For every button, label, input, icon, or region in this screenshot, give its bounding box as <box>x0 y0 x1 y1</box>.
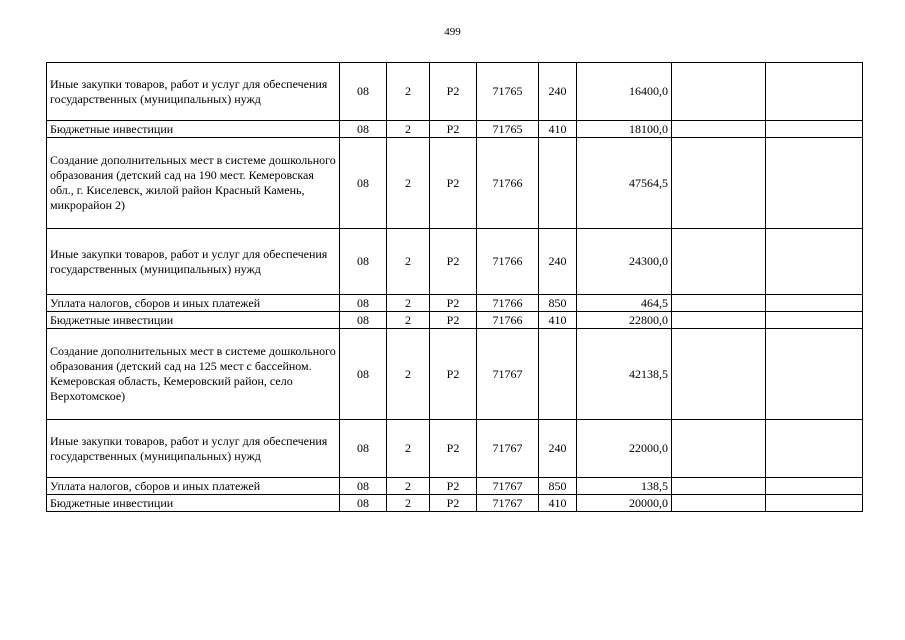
table-row <box>47 121 863 138</box>
row-program-code: P2 <box>430 478 477 495</box>
row-expense-type: 410 <box>539 121 577 138</box>
table-row <box>47 420 863 478</box>
row-program-code: P2 <box>430 495 477 512</box>
row-subsection: 2 <box>387 138 430 229</box>
row-extra-2 <box>766 420 863 478</box>
row-extra-1 <box>672 329 766 420</box>
row-subsection: 2 <box>387 329 430 420</box>
row-extra-1 <box>672 478 766 495</box>
row-extra-1 <box>672 295 766 312</box>
row-extra-2 <box>766 329 863 420</box>
row-extra-2 <box>766 312 863 329</box>
row-target-code: 71766 <box>477 229 539 295</box>
row-extra-1 <box>672 495 766 512</box>
row-program-code: P2 <box>430 312 477 329</box>
row-target-code: 71765 <box>477 63 539 121</box>
row-program-code: P2 <box>430 138 477 229</box>
row-description: Иные закупки товаров, работ и услуг для обеспечения государственных (муниципальных) нужд <box>47 229 340 295</box>
row-extra-2 <box>766 63 863 121</box>
row-amount: 138,5 <box>577 478 672 495</box>
row-section: 08 <box>340 295 387 312</box>
row-subsection: 2 <box>387 420 430 478</box>
page-number: 499 <box>444 26 461 38</box>
row-expense-type: 240 <box>539 229 577 295</box>
row-program-code: P2 <box>430 295 477 312</box>
row-subsection: 2 <box>387 229 430 295</box>
row-description: Иные закупки товаров, работ и услуг для обеспечения государственных (муниципальных) нужд <box>47 420 340 478</box>
row-extra-1 <box>672 138 766 229</box>
table-row <box>47 229 863 295</box>
row-subsection: 2 <box>387 121 430 138</box>
row-amount: 464,5 <box>577 295 672 312</box>
table-row <box>47 329 863 420</box>
table-row <box>47 63 863 121</box>
table-row <box>47 495 863 512</box>
row-expense-type: 850 <box>539 295 577 312</box>
row-subsection: 2 <box>387 495 430 512</box>
row-expense-type <box>539 329 577 420</box>
row-target-code: 71766 <box>477 295 539 312</box>
row-section: 08 <box>340 229 387 295</box>
row-amount: 47564,5 <box>577 138 672 229</box>
row-description: Уплата налогов, сборов и иных платежей <box>47 295 340 312</box>
row-section: 08 <box>340 329 387 420</box>
row-extra-2 <box>766 478 863 495</box>
table-row <box>47 478 863 495</box>
row-program-code: P2 <box>430 121 477 138</box>
row-target-code: 71766 <box>477 138 539 229</box>
row-amount: 24300,0 <box>577 229 672 295</box>
row-description: Бюджетные инвестиции <box>47 121 340 138</box>
row-extra-1 <box>672 121 766 138</box>
row-target-code: 71767 <box>477 478 539 495</box>
row-target-code: 71765 <box>477 121 539 138</box>
row-subsection: 2 <box>387 478 430 495</box>
row-expense-type: 850 <box>539 478 577 495</box>
row-description: Иные закупки товаров, работ и услуг для обеспечения государственных (муниципальных) нужд <box>47 63 340 121</box>
row-extra-2 <box>766 121 863 138</box>
row-amount: 18100,0 <box>577 121 672 138</box>
row-expense-type: 410 <box>539 495 577 512</box>
row-target-code: 71766 <box>477 312 539 329</box>
row-target-code: 71767 <box>477 495 539 512</box>
row-expense-type: 240 <box>539 420 577 478</box>
row-section: 08 <box>340 495 387 512</box>
row-subsection: 2 <box>387 295 430 312</box>
row-target-code: 71767 <box>477 329 539 420</box>
row-extra-1 <box>672 420 766 478</box>
row-description: Создание дополнительных мест в системе дошкольного образования (детский сад на 125 мест с бассейном. Кемеровская область, Кемеровский район, село Верхотомское) <box>47 329 340 420</box>
row-expense-type: 410 <box>539 312 577 329</box>
row-extra-2 <box>766 229 863 295</box>
row-subsection: 2 <box>387 63 430 121</box>
table-body <box>47 63 863 512</box>
row-section: 08 <box>340 138 387 229</box>
row-description: Бюджетные инвестиции <box>47 495 340 512</box>
row-amount: 16400,0 <box>577 63 672 121</box>
table-row <box>47 138 863 229</box>
row-program-code: P2 <box>430 229 477 295</box>
row-description: Бюджетные инвестиции <box>47 312 340 329</box>
table-row <box>47 312 863 329</box>
row-extra-2 <box>766 295 863 312</box>
row-description: Создание дополнительных мест в системе дошкольного образования (детский сад на 190 мест. Кемеровская обл., г. Киселевск, жилой район Красный Камень, микрорайон 2) <box>47 138 340 229</box>
budget-table <box>46 62 863 512</box>
row-extra-1 <box>672 312 766 329</box>
row-section: 08 <box>340 478 387 495</box>
row-program-code: P2 <box>430 329 477 420</box>
row-extra-1 <box>672 229 766 295</box>
row-section: 08 <box>340 312 387 329</box>
row-amount: 42138,5 <box>577 329 672 420</box>
row-amount: 20000,0 <box>577 495 672 512</box>
row-extra-2 <box>766 138 863 229</box>
row-target-code: 71767 <box>477 420 539 478</box>
table-row <box>47 295 863 312</box>
row-section: 08 <box>340 121 387 138</box>
row-extra-1 <box>672 63 766 121</box>
row-expense-type: 240 <box>539 63 577 121</box>
row-section: 08 <box>340 63 387 121</box>
row-amount: 22000,0 <box>577 420 672 478</box>
row-section: 08 <box>340 420 387 478</box>
row-subsection: 2 <box>387 312 430 329</box>
row-description: Уплата налогов, сборов и иных платежей <box>47 478 340 495</box>
row-program-code: P2 <box>430 63 477 121</box>
row-amount: 22800,0 <box>577 312 672 329</box>
row-program-code: P2 <box>430 420 477 478</box>
row-expense-type <box>539 138 577 229</box>
row-extra-2 <box>766 495 863 512</box>
